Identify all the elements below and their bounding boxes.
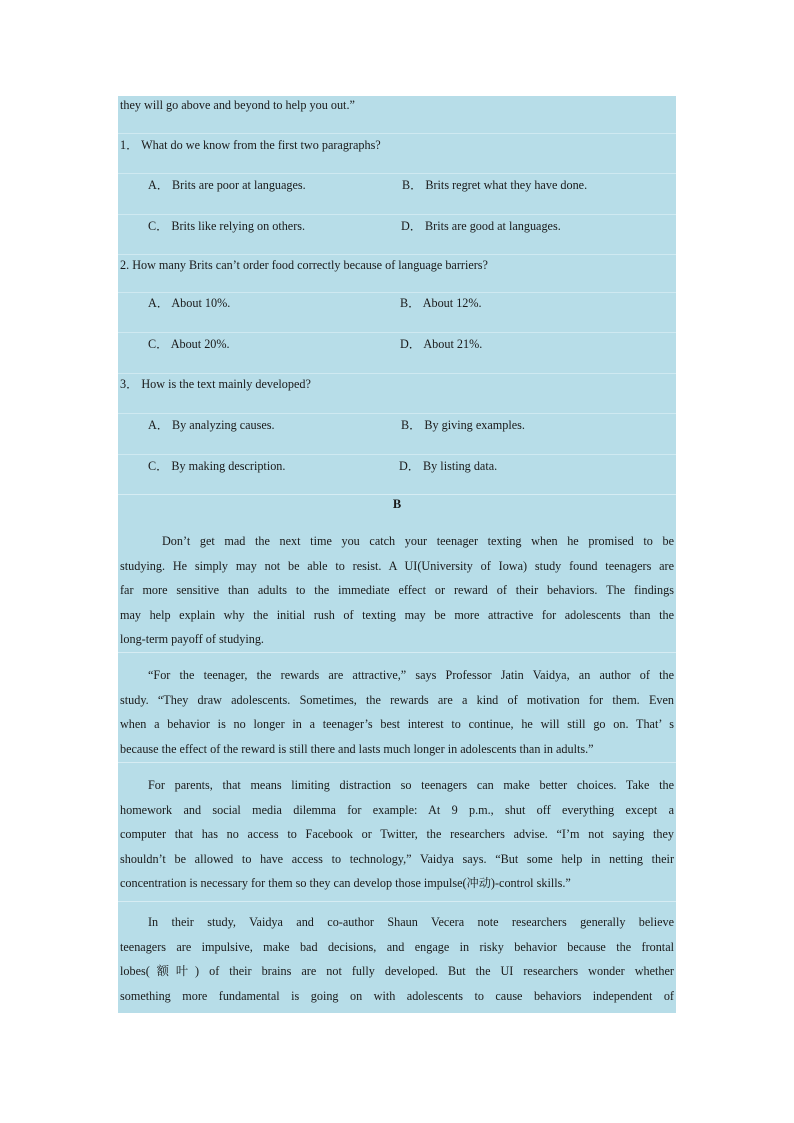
question-3-option-b: B． By giving examples. <box>401 418 525 432</box>
passage-line: far more sensitive than adults to the immediate effect or reward of their behaviors. The findings <box>120 583 674 597</box>
passage-line: because the effect of the reward is still there and lasts much longer in adolescents than in adults.” <box>120 741 594 756</box>
question-3-option-c: C． By making description. <box>148 459 286 473</box>
question-1-option-c: C． Brits like relying on others. <box>148 219 306 233</box>
question-3-stem: 3． How is the text mainly developed? <box>120 377 311 391</box>
passage-paragraph-4 <box>120 910 674 1008</box>
question-2-row <box>118 254 676 292</box>
passage-line: studying. He simply may not be able to resist. A UI(University of Iowa) study found teenagers are <box>120 558 674 573</box>
question-2-option-d: D． About 21%. <box>400 337 483 351</box>
question-2-option-c: C． About 20%. <box>148 337 230 351</box>
question-1-options-row-2 <box>118 214 676 254</box>
intro-row <box>118 96 676 133</box>
passage-line: long-term payoff of studying. <box>120 632 264 646</box>
passage-line: homework and social media dilemma for example: At 9 p.m., shut off everything except a <box>120 802 674 817</box>
question-3-row <box>118 373 676 413</box>
passage-paragraph-2 <box>120 663 674 761</box>
passage-line: “For the teenager, the rewards are attractive,” says Professor Jatin Vaidya, an author of the <box>148 668 674 682</box>
passage-line: may help explain why the initial rush of texting may be more attractive for adolescents than the <box>120 607 674 622</box>
question-3-option-a: A． By analyzing causes. <box>148 418 275 432</box>
passage-line: teenagers are impulsive, make bad decisions, and engage in risky behavior because the frontal <box>120 939 674 954</box>
question-1-option-a: A． Brits are poor at languages. <box>148 178 306 192</box>
intro-line: they will go above and beyond to help you out.” <box>120 98 355 112</box>
section-divider <box>118 494 676 495</box>
question-3-options-row-1 <box>118 413 676 454</box>
passage-line: concentration is necessary for them so they can develop those impulse(冲动)-control skills.” <box>120 876 571 890</box>
passage-line: computer that has no access to Facebook or Twitter, the researchers advise. “I’m not saying they <box>120 827 674 841</box>
question-1-stem: 1． What do we know from the first two paragraphs? <box>120 138 381 152</box>
question-1-option-b: B． Brits regret what they have done. <box>402 178 588 192</box>
paragraph-divider <box>118 901 676 902</box>
passage-paragraph-3 <box>120 773 674 896</box>
passage-line: when a behavior is no longer in a teenager’s best interest to continue, he will still go on. That’ s <box>120 717 674 731</box>
question-2-option-a: A． About 10%. <box>148 296 231 310</box>
question-2-option-b: B． About 12%. <box>400 296 482 310</box>
passage-paragraph-1 <box>120 529 674 652</box>
question-1-option-d: D． Brits are good at languages. <box>401 219 561 233</box>
question-3-option-d: D． By listing data. <box>399 459 498 473</box>
passage-line: For parents, that means limiting distraction so teenagers can make better choices. Take the <box>148 778 674 792</box>
question-2-options-row-2 <box>118 332 676 373</box>
passage-line: shouldn’t be allowed to have access to technology,” Vaidya says. “But some help in netting their <box>120 851 674 866</box>
question-2-stem: 2. How many Brits can’t order food correctly because of language barriers? <box>120 258 488 272</box>
question-2-options-row-1 <box>118 292 676 332</box>
paragraph-divider <box>118 762 676 763</box>
question-1-row <box>118 133 676 173</box>
question-1-options-row-1 <box>118 173 676 214</box>
question-3-options-row-2 <box>118 454 676 494</box>
passage-line: something more fundamental is going on with adolescents to cause behaviors independent of <box>120 988 674 1003</box>
passage-line: lobes(额叶) of their brains are not fully developed. But the UI researchers wonder whether <box>120 964 674 978</box>
document-page <box>118 96 676 1013</box>
passage-line: In their study, Vaidya and co-author Shaun Vecera note researchers generally believe <box>148 915 674 929</box>
passage-line: study. “They draw adolescents. Sometimes, the rewards are a kind of motivation for them. Even <box>120 692 674 707</box>
section-heading: B <box>392 497 402 511</box>
paragraph-divider <box>118 652 676 653</box>
passage-line: Don’t get mad the next time you catch your teenager texting when he promised to be <box>162 534 674 548</box>
